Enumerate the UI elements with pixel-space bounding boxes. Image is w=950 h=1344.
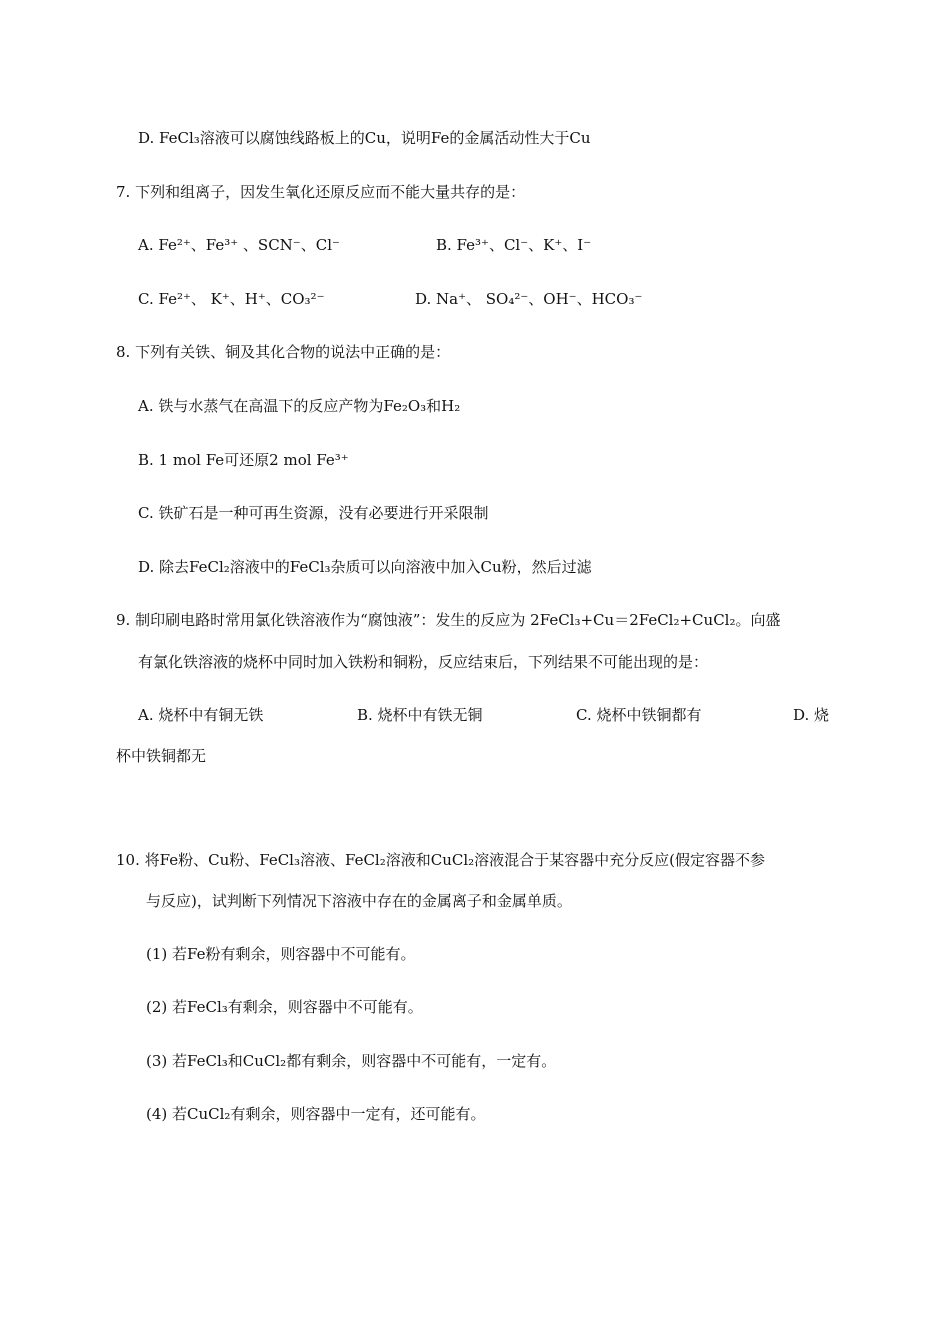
q8-option-b: B. 1 mol Fe可还原2 mol Fe³⁺ xyxy=(138,451,349,469)
q7-stem: 7. 下列和组离子，因发生氧化还原反应而不能大量共存的是： xyxy=(116,183,526,201)
q7-option-d: D. Na⁺、 SO₄²⁻、OH⁻、HCO₃⁻ xyxy=(415,290,643,308)
q9-option-c: C. 烧杯中铁铜都有 xyxy=(576,706,702,724)
q10-stem-line1: 10. 将Fe粉、Cu粉、FeCl₃溶液、FeCl₂溶液和CuCl₂溶液混合于某容器中充分反应(假定容器不参 xyxy=(116,851,766,869)
q10-part-1: (1) 若Fe粉有剩余，则容器中不可能有。 xyxy=(146,945,416,963)
q8-option-a: A. 铁与水蒸气在高温下的反应产物为Fe₂O₃和H₂ xyxy=(138,397,461,415)
q9-option-d-part2: 杯中铁铜都无 xyxy=(116,747,207,765)
q7-option-c: C. Fe²⁺、 K⁺、H⁺、CO₃²⁻ xyxy=(138,290,325,308)
q8-option-c: C. 铁矿石是一种可再生资源，没有必要进行开采限制 xyxy=(138,504,489,522)
q10-part-2: (2) 若FeCl₃有剩余，则容器中不可能有。 xyxy=(146,998,423,1016)
q7-option-b: B. Fe³⁺、Cl⁻、K⁺、I⁻ xyxy=(436,236,592,254)
q9-option-b: B. 烧杯中有铁无铜 xyxy=(357,706,483,724)
q9-option-d-part1: D. 烧 xyxy=(793,706,830,724)
q8-stem: 8. 下列有关铁、铜及其化合物的说法中正确的是： xyxy=(116,343,451,361)
q6-option-d: D. FeCl₃溶液可以腐蚀线路板上的Cu，说明Fe的金属活动性大于Cu xyxy=(138,129,591,147)
q9-option-a: A. 烧杯中有铜无铁 xyxy=(138,706,264,724)
q7-option-a: A. Fe²⁺、Fe³⁺ 、SCN⁻、Cl⁻ xyxy=(138,236,340,254)
q9-stem-line2: 有氯化铁溶液的烧杯中同时加入铁粉和铜粉，反应结束后，下列结果不可能出现的是： xyxy=(138,653,709,671)
q10-part-3: (3) 若FeCl₃和CuCl₂都有剩余，则容器中不可能有，一定有。 xyxy=(146,1052,557,1070)
q8-option-d: D. 除去FeCl₂溶液中的FeCl₃杂质可以向溶液中加入Cu粉，然后过滤 xyxy=(138,558,592,576)
q10-stem-line2: 与反应)，试判断下列情况下溶液中存在的金属离子和金属单质。 xyxy=(146,892,572,910)
q10-part-4: (4) 若CuCl₂有剩余，则容器中一定有，还可能有。 xyxy=(146,1105,486,1123)
q9-stem-line1: 9. 制印刷电路时常用氯化铁溶液作为“腐蚀液”：发生的反应为 2FeCl₃+Cu＝2FeCl₂+CuCl₂。向盛 xyxy=(116,611,781,629)
